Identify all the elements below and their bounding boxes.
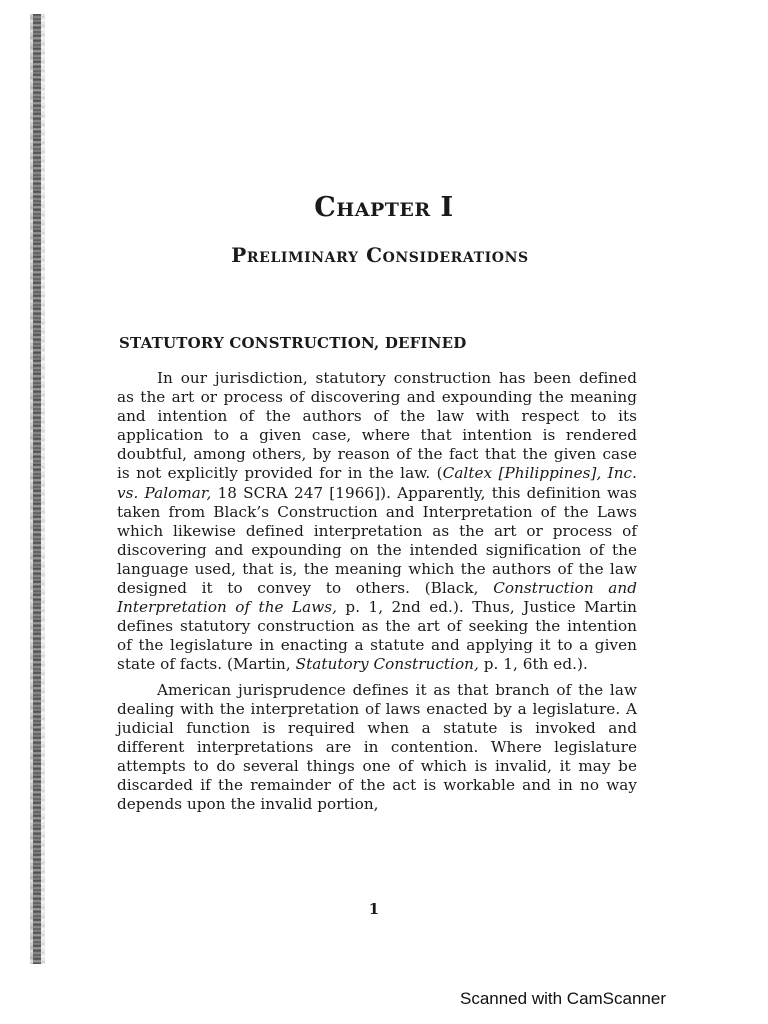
citation-italic: Caltex [Philippines], Inc. vs. Palomar,: [117, 464, 637, 502]
citation-italic: Statutory Construction,: [295, 655, 479, 674]
camscanner-watermark: Scanned with CamScanner: [460, 989, 667, 1008]
citation-italic: Construction and Interpretation of the Laws,: [117, 579, 638, 617]
chapter-title: Chapter I: [314, 192, 454, 223]
paragraph: [117, 369, 637, 675]
scanned-binding-edge: [33, 14, 41, 964]
body-text: [117, 369, 637, 820]
paragraph-text: p. 1, 2nd ed.). Thus, Justice Martin defines statutory construction as the art of seeking the intention of the legislature in enacting a statute and applying it to a given state of facts. (Martin,: [117, 598, 637, 674]
page-number: 1: [368, 900, 380, 918]
paragraph-text: American jurisprudence defines it as that branch of the law dealing with the interpretation of laws enacted by a legislature. A judicial function is required when a statute is invoked and different interpretations are in contention. Where legislature attempts to do several things one of which is invalid, it may be discarded if the remainder of the act is workable and in no way depends upon the invalid portion,: [117, 680, 637, 814]
section-heading: STATUTORY CONSTRUCTION, DEFINED: [119, 334, 467, 352]
paragraph: [117, 681, 637, 815]
paragraph-text: In our jurisdiction, statutory construction has been defined as the art or process of discovering and expounding the meaning and intention of the authors of the law with respect to its application to a given case, where that intention is rendered doubtful, among others, by reason of the fact that the given case is not explicitly provided for in the law. (: [117, 369, 637, 483]
paragraph-text: p. 1, 6th ed.).: [478, 655, 588, 674]
chapter-subtitle: Preliminary Considerations: [231, 243, 529, 267]
paragraph-text: 18 SCRA 247 [1966]). Apparently, this definition was taken from Black’s Construction and Interpretation of the Laws which likewise defined interpretation as the art or process of discovering and expounding on the intended signification of the language used, that is, the meaning which the authors of the law designed it to convey to others. (Black,: [117, 483, 637, 598]
